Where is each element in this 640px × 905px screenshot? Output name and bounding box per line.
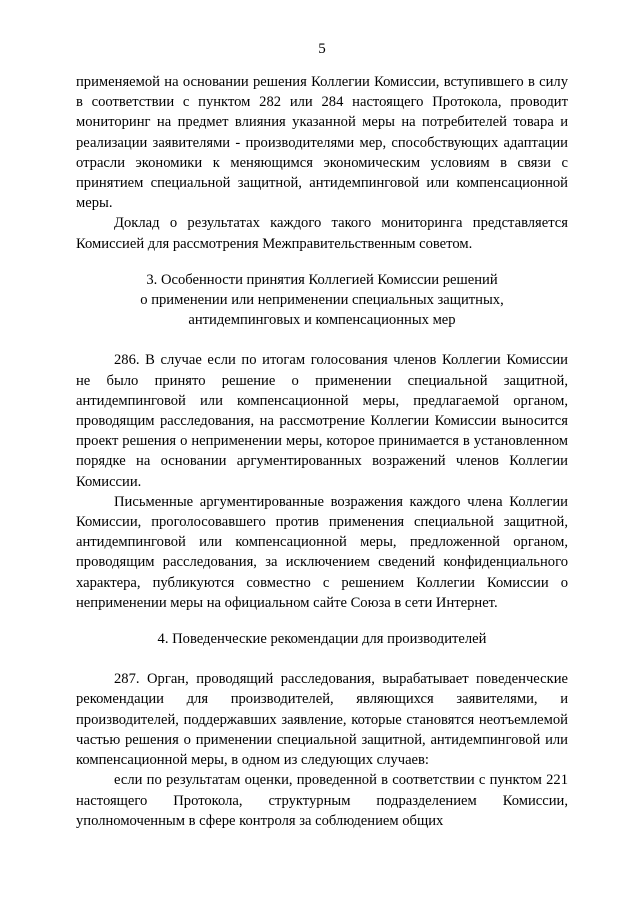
paragraph-286: 286. В случае если по итогам голосования членов Коллегии Комиссии не было принято решение о применении специальной защитной, антидемпинговой или компенсационной меры, предлагаемой органом, проводящим расследования, на рассмотрение Коллегии Комиссии выносится проект решения о неприменении меры, которое принимается в установленном порядке на основании аргументированных возражений членов Коллегии Комиссии. (76, 352, 568, 490)
section-4-heading (76, 629, 568, 649)
paragraph-287: 287. Орган, проводящий расследования, вырабатывает поведенческие рекомендации для производителей, являющихся заявителями, и производителей, поддержавших заявление, которые становятся неотъемлемой частью решения о применении специальной защитной, антидемпинговой или компенсационной меры, в одном из следующих случаев: (76, 671, 568, 769)
paragraph-continuation: применяемой на основании решения Коллегии Комиссии, вступившего в силу в соответствии с пунктом 282 или 284 настоящего Протокола, проводит мониторинг на предмет влияния указанной меры на потребителей товара и реализации заявителями - производителями мер, способствующих адаптации отрасли экономики к меняющимся экономическим условиям в связи с принятием специальной защитной, антидемпинговой или компенсационной меры. (76, 74, 568, 212)
page-number: 5 (318, 41, 326, 57)
section-3-heading-line: антидемпинговых и компенсационных мер (188, 312, 456, 329)
section-3-heading (76, 270, 568, 331)
paragraph-286-objections: Письменные аргументированные возражения каждого члена Коллегии Комиссии, проголосовавшего против применения специальной защитной, антидемпинговой или компенсационной меры, предложенной органом, проводящим расследования, за исключением сведений конфиденциального характера, публикуются совместно с решением Коллегии Комиссии о неприменении меры на официальном сайте Союза в сети Интернет. (76, 493, 568, 611)
paragraph-report: Доклад о результатах каждого такого мониторинга представляется Комиссией для рассмотрения Межправительственным советом. (76, 215, 568, 252)
section-3-heading-line: о применении или неприменении специальных защитных, (140, 292, 504, 309)
document-page (76, 0, 568, 905)
paragraph-287-case: если по результатам оценки, проведенной в соответствии с пунктом 221 настоящего Протокола, структурным подразделением Комиссии, уполномоченным в сфере контроля за соблюдением общих (76, 772, 568, 829)
section-4-heading-line: 4. Поведенческие рекомендации для производителей (157, 631, 487, 648)
document-body (76, 72, 568, 831)
section-3-heading-line: 3. Особенности принятия Коллегией Комиссии решений (146, 271, 498, 288)
